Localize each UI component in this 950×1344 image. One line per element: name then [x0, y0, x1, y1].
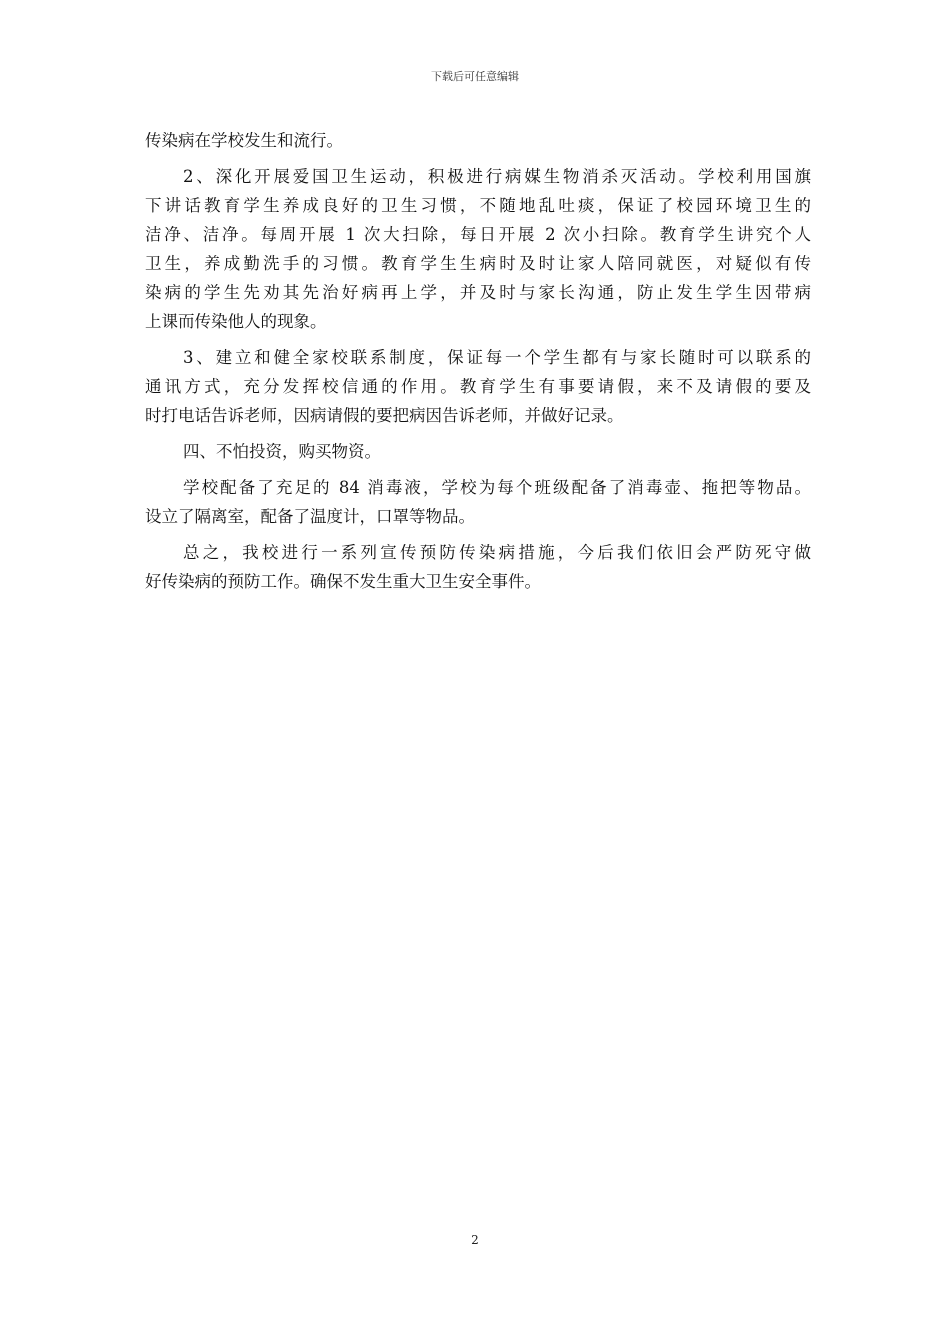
text-line: 下讲话教育学生养成良好的卫生习惯，不随地乱吐痰，保证了校园环境卫生的	[145, 196, 811, 215]
text-line: 学校配备了充足的 84 消毒液，学校为每个班级配备了消毒壶、拖把等物品。	[183, 478, 811, 497]
text-line: 3、建立和健全家校联系制度，保证每一个学生都有与家长随时可以联系的	[183, 348, 811, 367]
text-line: 卫生，养成勤洗手的习惯。教育学生生病时及时让家人陪同就医，对疑似有传	[145, 254, 811, 273]
text-line: 设立了隔离室，配备了温度计，口罩等物品。	[145, 507, 475, 526]
text-line: 总之，我校进行一系列宣传预防传染病措施，今后我们依旧会严防死守做	[183, 543, 811, 562]
document-body	[145, 126, 811, 596]
text-line: 传染病在学校发生和流行。	[145, 131, 343, 150]
paragraph-item-3	[145, 343, 811, 430]
page-number: 2	[471, 1233, 479, 1247]
text-line: 通讯方式，充分发挥校信通的作用。教育学生有事要请假，来不及请假的要及	[145, 377, 811, 396]
section-heading	[145, 437, 811, 466]
paragraph-supplies	[145, 473, 811, 531]
text-line: 好传染病的预防工作。确保不发生重大卫生安全事件。	[145, 572, 541, 591]
paragraph-item-2	[145, 162, 811, 336]
text-line: 上课而传染他人的现象。	[145, 312, 327, 331]
page-header: 下载后可任意编辑	[431, 70, 519, 83]
text-line: 时打电话告诉老师，因病请假的要把病因告诉老师，并做好记录。	[145, 406, 624, 425]
paragraph-summary	[145, 538, 811, 596]
paragraph-continuation	[145, 126, 811, 155]
text-line: 四、不怕投资，购买物资。	[183, 442, 381, 461]
text-line: 染病的学生先劝其先治好病再上学，并及时与家长沟通，防止发生学生因带病	[145, 283, 811, 302]
text-line: 2、深化开展爱国卫生运动，积极进行病媒生物消杀灭活动。学校利用国旗	[183, 167, 811, 186]
text-line: 洁净、洁净。每周开展 1 次大扫除，每日开展 2 次小扫除。教育学生讲究个人	[145, 225, 811, 244]
